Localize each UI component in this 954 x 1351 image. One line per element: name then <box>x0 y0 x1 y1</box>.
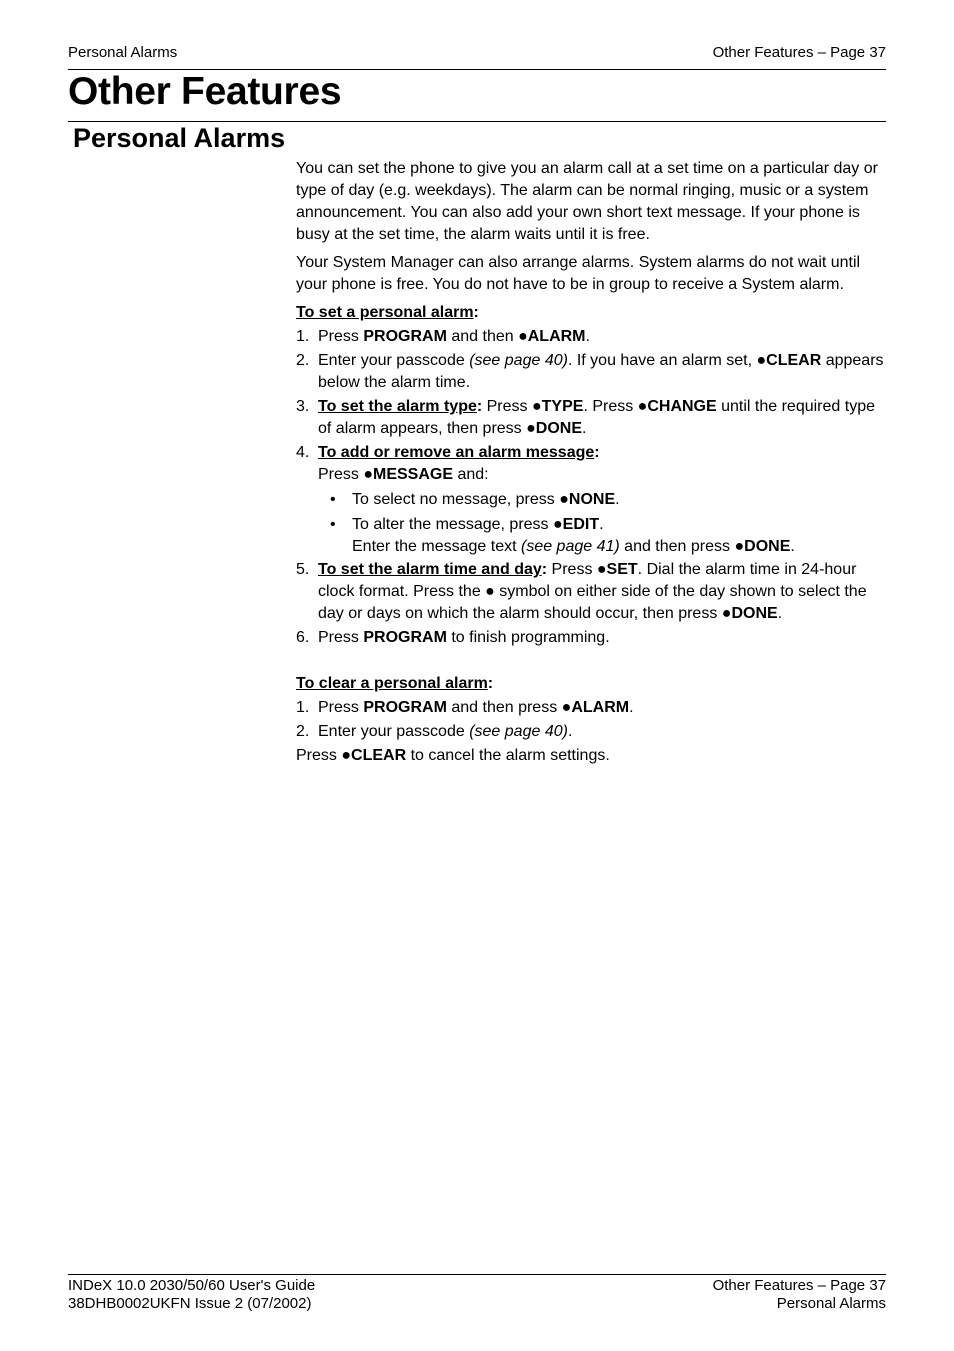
step-number: 2. <box>296 723 310 740</box>
step-text <box>318 442 888 486</box>
clear-key: ●CLEAR <box>756 352 822 369</box>
step-text <box>318 350 888 394</box>
enter-message-line <box>352 536 888 558</box>
text: appears below the alarm time. <box>318 352 884 391</box>
text: and then press <box>619 538 735 555</box>
alarm-key: ●ALARM <box>518 328 586 345</box>
page-reference: (see page 40) <box>469 352 568 369</box>
clear-step-1 <box>296 697 888 719</box>
step-number: 1. <box>296 328 310 345</box>
step-number: 3. <box>296 398 310 415</box>
page-reference: (see page 40) <box>469 723 568 740</box>
text: . <box>790 538 795 555</box>
set-step-5 <box>296 559 888 625</box>
heading-colon: : <box>473 304 479 321</box>
text: Press <box>482 398 532 415</box>
header-left: Personal Alarms <box>68 44 178 61</box>
step-number: 1. <box>296 699 310 716</box>
text: . Press <box>583 398 638 415</box>
text: Press <box>318 466 364 483</box>
text: To select no message, press <box>352 491 560 508</box>
footer-left <box>68 1277 315 1313</box>
text: . <box>629 699 634 716</box>
clear-alarm-heading <box>296 673 888 695</box>
bullet-text <box>352 514 604 536</box>
title-rule <box>68 121 886 122</box>
colon: : <box>594 444 600 461</box>
step-text <box>318 559 888 625</box>
step-number: 5. <box>296 561 310 578</box>
text: and then <box>446 328 519 345</box>
subheading: To set the alarm time and day <box>318 561 542 578</box>
text: and then press <box>446 699 562 716</box>
bullet-no-message <box>330 489 888 511</box>
page-reference: (see page 41) <box>520 538 620 555</box>
text: Press <box>318 699 364 716</box>
page-header <box>68 44 886 61</box>
heading-colon: : <box>487 675 494 692</box>
program-key: PROGRAM <box>363 699 447 716</box>
text: Press <box>318 629 364 646</box>
header-right: Other Features – Page 37 <box>712 44 886 61</box>
type-key: ●TYPE <box>531 398 584 415</box>
alarm-key: ●ALARM <box>561 699 630 716</box>
text: . <box>567 723 573 740</box>
text: to finish programming. <box>446 629 610 646</box>
done-key: ●DONE <box>734 538 791 555</box>
message-key: ●MESSAGE <box>363 466 454 483</box>
guide-title: INDeX 10.0 2030/50/60 User's Guide <box>68 1277 316 1294</box>
edit-key: ●EDIT <box>552 516 600 533</box>
text: . If you have an alarm set, <box>567 352 757 369</box>
clear-final-line <box>296 745 888 767</box>
footer-page: Other Features – Page 37 <box>712 1277 886 1294</box>
text: to cancel the alarm settings. <box>406 747 610 764</box>
clear-alarm-heading-text: To clear a personal alarm <box>296 675 488 692</box>
none-key: ●NONE <box>559 491 616 508</box>
text: Enter the message text <box>352 538 521 555</box>
set-step-6 <box>296 627 888 649</box>
text: . <box>599 516 604 533</box>
change-key: ●CHANGE <box>637 398 717 415</box>
step-number: 6. <box>296 629 310 646</box>
intro-paragraph-1: You can set the phone to give you an alarm call at a set time on a particular day or type of day (e.g. weekdays). The alarm can be normal ringing, music or a system announcement. You can also add your own short text message. If your phone is busy at the set time, the alarm waits until it is free. <box>296 160 878 243</box>
program-key: PROGRAM <box>363 629 447 646</box>
bullet-icon: • <box>330 491 336 508</box>
set-key: ●SET <box>596 561 638 578</box>
set-alarm-heading-text: To set a personal alarm <box>296 304 474 321</box>
step-text <box>318 627 888 649</box>
step-text <box>318 396 888 440</box>
bullet-alter-message <box>330 514 888 536</box>
section-title: Personal Alarms <box>73 123 286 153</box>
program-key: PROGRAM <box>363 328 447 345</box>
document-id: 38DHB0002UKFN Issue 2 (07/2002) <box>68 1295 312 1312</box>
text: Press <box>547 561 597 578</box>
set-step-2 <box>296 350 888 394</box>
bullet-text <box>352 489 620 511</box>
spacer <box>296 651 888 673</box>
text: Enter your passcode <box>318 352 470 369</box>
clear-step-2 <box>296 721 888 743</box>
bullet-icon: • <box>330 516 336 533</box>
text: . <box>777 605 783 622</box>
text: . <box>615 491 620 508</box>
text: To alter the message, press <box>352 516 553 533</box>
done-key: ●DONE <box>721 605 778 622</box>
colon: : <box>541 561 548 578</box>
colon: : <box>476 398 483 415</box>
text: Press <box>318 328 364 345</box>
step-text <box>318 326 888 348</box>
footer-right <box>713 1277 886 1313</box>
intro-paragraph-2: Your System Manager can also arrange alarms. System alarms do not wait until your phone is free. You do not have to be in group to receive a System alarm. <box>296 254 861 293</box>
set-alarm-heading <box>296 302 888 324</box>
set-step-4 <box>296 442 888 486</box>
text: . <box>585 328 590 345</box>
text: . <box>582 420 587 437</box>
done-key: ●DONE <box>526 420 582 437</box>
step-text <box>318 721 888 743</box>
subheading: To add or remove an alarm message <box>318 444 595 461</box>
footer-rule <box>68 1274 886 1275</box>
page-title: Other Features <box>68 70 342 113</box>
text: and: <box>453 466 489 483</box>
step-text <box>318 697 888 719</box>
content <box>296 158 888 767</box>
step-number: 2. <box>296 352 310 369</box>
clear-key: ●CLEAR <box>341 747 407 764</box>
text: . Dial the alarm time in 24-hour clock format. Press the ● symbol on either side of the day shown to select the day or days on which the alarm should occur, then press <box>318 561 867 622</box>
text: Enter your passcode <box>318 723 470 740</box>
page-footer <box>68 1277 886 1313</box>
step-number: 4. <box>296 444 310 461</box>
set-step-3 <box>296 396 888 440</box>
text: until the required type of alarm appears, then press <box>318 398 875 437</box>
set-step-1 <box>296 326 888 348</box>
subheading: To set the alarm type <box>318 398 477 415</box>
footer-section: Personal Alarms <box>776 1295 886 1312</box>
text: Press <box>296 747 342 764</box>
